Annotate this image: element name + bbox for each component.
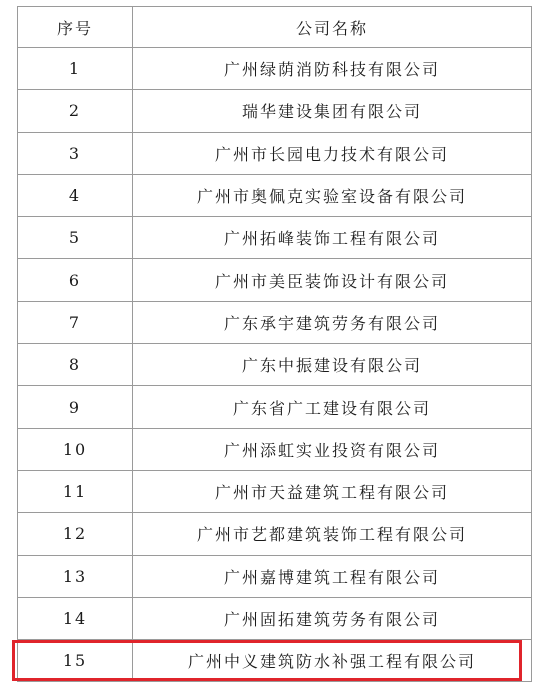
company-name-cell: 瑞华建设集团有限公司	[133, 90, 532, 132]
company-name-cell: 广州市艺都建筑装饰工程有限公司	[133, 513, 532, 555]
serial-number-cell: 4	[18, 174, 133, 216]
company-name-cell: 广州嘉博建筑工程有限公司	[133, 555, 532, 597]
table-header-row	[18, 7, 532, 48]
company-name-cell: 广州绿荫消防科技有限公司	[133, 48, 532, 90]
table-row	[18, 470, 532, 512]
table-row	[18, 386, 532, 428]
serial-number-cell: 2	[18, 90, 133, 132]
serial-number-cell: 6	[18, 259, 133, 301]
table-row	[18, 428, 532, 470]
company-name-cell: 广州市天益建筑工程有限公司	[133, 470, 532, 512]
serial-number-cell: 1	[18, 48, 133, 90]
table-row	[18, 597, 532, 639]
company-name-cell: 广州拓峰装饰工程有限公司	[133, 217, 532, 259]
serial-number-cell: 12	[18, 513, 133, 555]
table-row	[18, 259, 532, 301]
serial-number-cell: 10	[18, 428, 133, 470]
company-name-cell: 广东省广工建设有限公司	[133, 386, 532, 428]
header-serial-number: 序号	[18, 7, 133, 48]
table-row	[18, 48, 532, 90]
company-table	[17, 6, 532, 682]
company-name-cell: 广州市美臣装饰设计有限公司	[133, 259, 532, 301]
serial-number-cell: 13	[18, 555, 133, 597]
serial-number-cell: 9	[18, 386, 133, 428]
serial-number-cell: 15	[18, 640, 133, 682]
serial-number-cell: 11	[18, 470, 133, 512]
table-row	[18, 132, 532, 174]
company-name-cell: 广州中义建筑防水补强工程有限公司	[133, 640, 532, 682]
table-row	[18, 174, 532, 216]
serial-number-cell: 14	[18, 597, 133, 639]
company-name-cell: 广州市长园电力技术有限公司	[133, 132, 532, 174]
table-row	[18, 90, 532, 132]
table-row	[18, 301, 532, 343]
serial-number-cell: 3	[18, 132, 133, 174]
table-row	[18, 640, 532, 682]
serial-number-cell: 8	[18, 344, 133, 386]
table-row	[18, 555, 532, 597]
company-name-cell: 广州市奥佩克实验室设备有限公司	[133, 174, 532, 216]
serial-number-cell: 7	[18, 301, 133, 343]
company-name-cell: 广州添虹实业投资有限公司	[133, 428, 532, 470]
table-row	[18, 217, 532, 259]
header-company-name: 公司名称	[133, 7, 532, 48]
company-name-cell: 广东中振建设有限公司	[133, 344, 532, 386]
table-row	[18, 344, 532, 386]
serial-number-cell: 5	[18, 217, 133, 259]
company-name-cell: 广州固拓建筑劳务有限公司	[133, 597, 532, 639]
company-name-cell: 广东承宇建筑劳务有限公司	[133, 301, 532, 343]
table-row	[18, 513, 532, 555]
